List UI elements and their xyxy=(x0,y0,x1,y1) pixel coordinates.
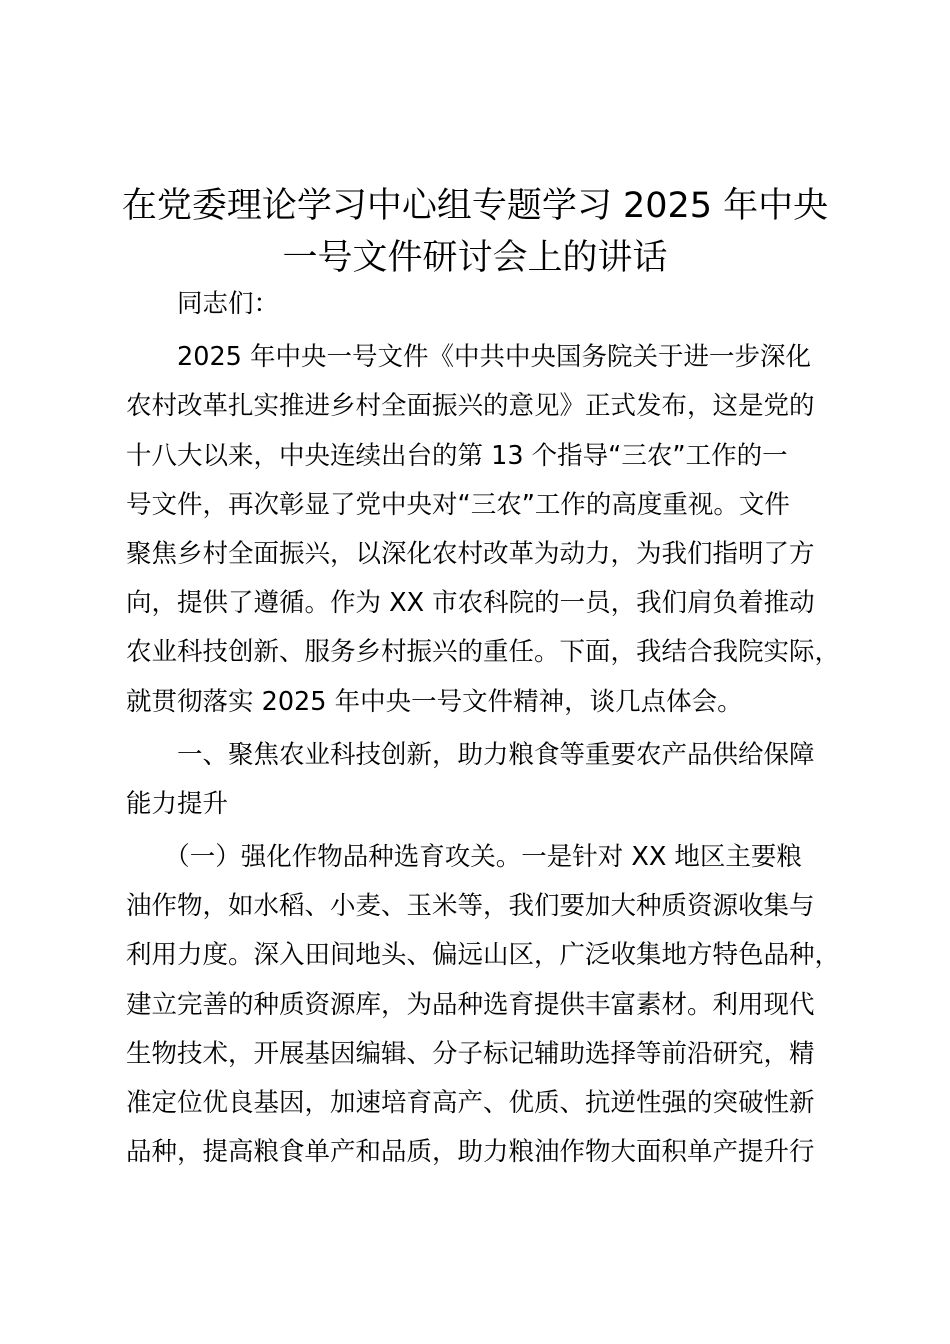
body-line: （一）强化作物品种选育攻关。一是针对 XX 地区主要粮 xyxy=(126,842,802,873)
document-body xyxy=(126,280,846,1177)
section-heading-line: 一、聚焦农业科技创新，助力粮食等重要农产品供给保障 xyxy=(126,739,815,770)
title-line-2: 一号文件研讨会上的讲话 xyxy=(282,238,668,278)
document-title xyxy=(0,180,950,284)
body-line: 利用力度。深入田间地头、偏远山区，广泛收集地方特色品种， xyxy=(126,940,841,971)
body-line: 生物技术，开展基因编辑、分子标记辅助选择等前沿研究，精 xyxy=(126,1038,815,1069)
body-line: 十八大以来，中央连续出台的第 13 个指导“三农”工作的一 xyxy=(126,440,788,471)
body-line: 农业科技创新、服务乡村振兴的重任。下面，我结合我院实际， xyxy=(126,637,841,668)
body-line: 就贯彻落实 2025 年中央一号文件精神，谈几点体会。 xyxy=(126,686,743,717)
body-line: 号文件，再次彰显了党中央对“三农”工作的高度重视。文件 xyxy=(126,489,790,520)
body-line: 2025 年中央一号文件《中共中央国务院关于进一步深化 xyxy=(126,342,812,373)
title-line-1: 在党委理论学习中心组专题学习 2025 年中央 xyxy=(121,186,829,226)
body-line: 准定位优良基因，加速培育高产、优质、抗逆性强的突破性新 xyxy=(126,1088,815,1118)
body-line: 建立完善的种质资源库，为品种选育提供丰富素材。利用现代 xyxy=(126,989,815,1020)
body-line: 品种，提高粮食单产和品质，助力粮油作物大面积单产提升行 xyxy=(126,1137,815,1168)
body-line: 农村改革扎实推进乡村全面振兴的意见》正式发布，这是党的 xyxy=(126,391,815,422)
body-line: 向，提供了遵循。作为 XX 市农科院的一员，我们肩负着推动 xyxy=(126,588,815,619)
salutation-line: 同志们： xyxy=(126,289,280,319)
body-line: 聚焦乡村全面振兴，以深化农村改革为动力，为我们指明了方 xyxy=(126,538,815,569)
section-heading-line: 能力提升 xyxy=(126,788,229,819)
body-line: 油作物，如水稻、小麦、玉米等，我们要加大种质资源收集与 xyxy=(126,891,815,922)
